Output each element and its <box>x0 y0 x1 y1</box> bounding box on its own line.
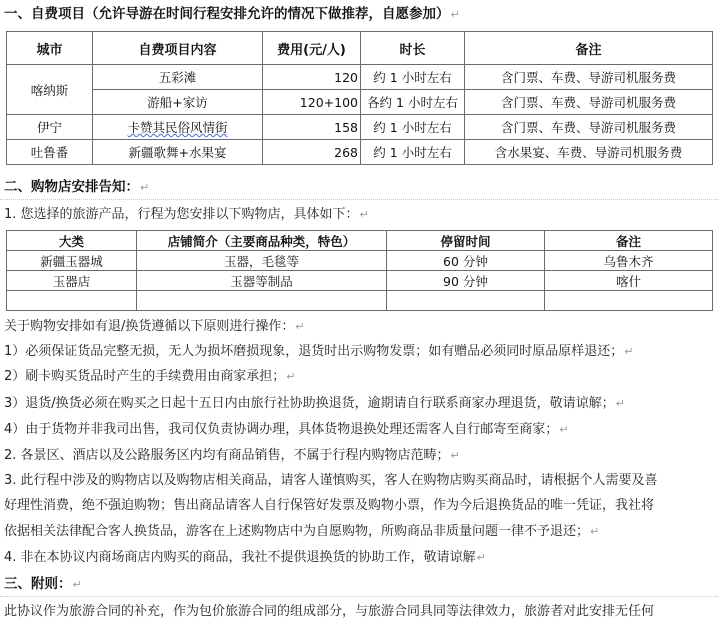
rules-intro: 关于购物安排如有退/换货遵循以下原则进行操作：↵ <box>4 319 305 334</box>
cell-city: 吐鲁番 <box>7 140 93 165</box>
paragraph-mark-icon: ↵ <box>140 181 150 194</box>
rule-3: 3）退货/换货必须在购买之日起十五日内由旅行社协助换退货，逾期请自行联系商家办理退货，敬请谅解；↵ <box>4 396 625 411</box>
shopping-stores-table <box>6 230 713 311</box>
cell-item: 游船+家访 <box>93 90 263 115</box>
paragraph-mark-icon: ↵ <box>450 8 460 21</box>
cell-duration: 约 1 小时左右 <box>361 140 465 165</box>
paragraph-mark-icon: ↵ <box>559 423 569 436</box>
col-header-note: 备注 <box>545 231 713 251</box>
appendix-text: 此协议作为旅游合同的补充，作为包价旅游合同的组成部分，与旅游合同具同等法律效力，旅游者对此安排无任何 <box>4 604 655 619</box>
point-3-line-1: 3. 此行程中涉及的购物店以及购物店相关商品，请客人谨慎购买，客人在购物店购买商品时，请根据个人需要及喜 <box>4 473 658 488</box>
table-header-row <box>7 231 713 251</box>
table-row <box>7 271 713 291</box>
cell-item: 五彩滩 <box>93 65 263 90</box>
cell-duration: 各约 1 小时左右 <box>361 90 465 115</box>
cell-note: 含水果宴、车费、导游司机服务费 <box>465 140 713 165</box>
point-2: 2. 各景区、酒店以及公路服务区内均有商品销售，不属于行程内购物店范畴；↵ <box>4 448 460 463</box>
col-header-fee: 费用(元/人) <box>263 32 361 65</box>
shopping-intro: 1. 您选择的旅游产品，行程为您安排以下购物店，具体如下：↵ <box>4 207 369 222</box>
col-header-category: 大类 <box>7 231 137 251</box>
table-row <box>7 291 713 311</box>
paragraph-mark-icon: ↵ <box>590 525 600 538</box>
cell-desc: 玉器等制品 <box>137 271 387 291</box>
paragraph-mark-icon: ↵ <box>450 449 460 462</box>
paragraph-mark-icon: ↵ <box>72 578 82 591</box>
cell-category: 新疆玉器城 <box>7 251 137 271</box>
cell-stay <box>387 291 545 311</box>
cell-duration: 约 1 小时左右 <box>361 115 465 140</box>
cell-item: 卡赞其民俗风情街 <box>93 115 263 140</box>
cell-note: 喀什 <box>545 271 713 291</box>
cell-note: 含门票、车费、导游司机服务费 <box>465 90 713 115</box>
point-4: 4. 非在本协议内商场商店内购买的商品，我社不提供退换货的协助工作，敬请谅解↵ <box>4 550 486 565</box>
section-3-heading: 三、附则：↵ <box>4 576 82 592</box>
paragraph-mark-icon: ↵ <box>359 208 369 221</box>
optional-activities-table <box>6 31 713 165</box>
cell-note: 乌鲁木齐 <box>545 251 713 271</box>
cell-note <box>545 291 713 311</box>
section-1-heading: 一、自费项目（允许导游在时间行程安排允许的情况下做推荐，自愿参加）↵ <box>4 6 460 22</box>
paragraph-mark-icon: ↵ <box>295 320 305 333</box>
cell-fee: 268 <box>263 140 361 165</box>
rule-2: 2）刷卡购买货品时产生的手续费用由商家承担；↵ <box>4 369 296 384</box>
cell-desc: 玉器，毛毯等 <box>137 251 387 271</box>
cell-desc <box>137 291 387 311</box>
cell-item: 新疆歌舞+水果宴 <box>93 140 263 165</box>
col-header-duration: 时长 <box>361 32 465 65</box>
cell-duration: 约 1 小时左右 <box>361 65 465 90</box>
table-row <box>7 90 713 115</box>
rule-1: 1）必须保证货品完整无损，无人为损坏磨损现象，退货时出示购物发票；如有赠品必须同时原品原样退还；↵ <box>4 344 634 359</box>
point-3-line-2: 好理性消费，绝不强迫购物；售出商品请客人自行保管好发票及购物小票，作为今后退换货品的唯一凭证，我社将 <box>4 498 655 513</box>
cell-category: 玉器店 <box>7 271 137 291</box>
col-header-city: 城市 <box>7 32 93 65</box>
cell-fee: 120 <box>263 65 361 90</box>
col-header-desc: 店铺简介（主要商品种类，特色） <box>137 231 387 251</box>
rule-4: 4）由于货物并非我司出售，我司仅负责协调办理，具体货物退换处理还需客人自行邮寄至商家；↵ <box>4 422 569 437</box>
table-row <box>7 115 713 140</box>
cell-city: 伊宁 <box>7 115 93 140</box>
cell-fee: 158 <box>263 115 361 140</box>
col-header-stay: 停留时间 <box>387 231 545 251</box>
section-2-heading: 二、购物店安排告知：↵ <box>4 179 150 195</box>
cell-city: 喀纳斯 <box>7 65 93 115</box>
divider <box>0 596 718 597</box>
paragraph-mark-icon: ↵ <box>615 397 625 410</box>
col-header-item: 自费项目内容 <box>93 32 263 65</box>
cell-note: 含门票、车费、导游司机服务费 <box>465 115 713 140</box>
paragraph-mark-icon: ↵ <box>286 370 296 383</box>
point-3-line-3: 依据相关法律配合客人换货品，游客在上述购物店中为自愿购物，所购商品非质量问题一律不予退还；↵ <box>4 524 600 539</box>
paragraph-mark-icon: ↵ <box>624 345 634 358</box>
cell-fee: 120+100 <box>263 90 361 115</box>
paragraph-mark-icon: ↵ <box>476 551 486 564</box>
divider <box>0 199 718 200</box>
cell-note: 含门票、车费、导游司机服务费 <box>465 65 713 90</box>
cell-stay: 60 分钟 <box>387 251 545 271</box>
col-header-note: 备注 <box>465 32 713 65</box>
table-row <box>7 251 713 271</box>
cell-category <box>7 291 137 311</box>
table-row <box>7 140 713 165</box>
table-header-row <box>7 32 713 65</box>
table-row <box>7 65 713 90</box>
cell-stay: 90 分钟 <box>387 271 545 291</box>
